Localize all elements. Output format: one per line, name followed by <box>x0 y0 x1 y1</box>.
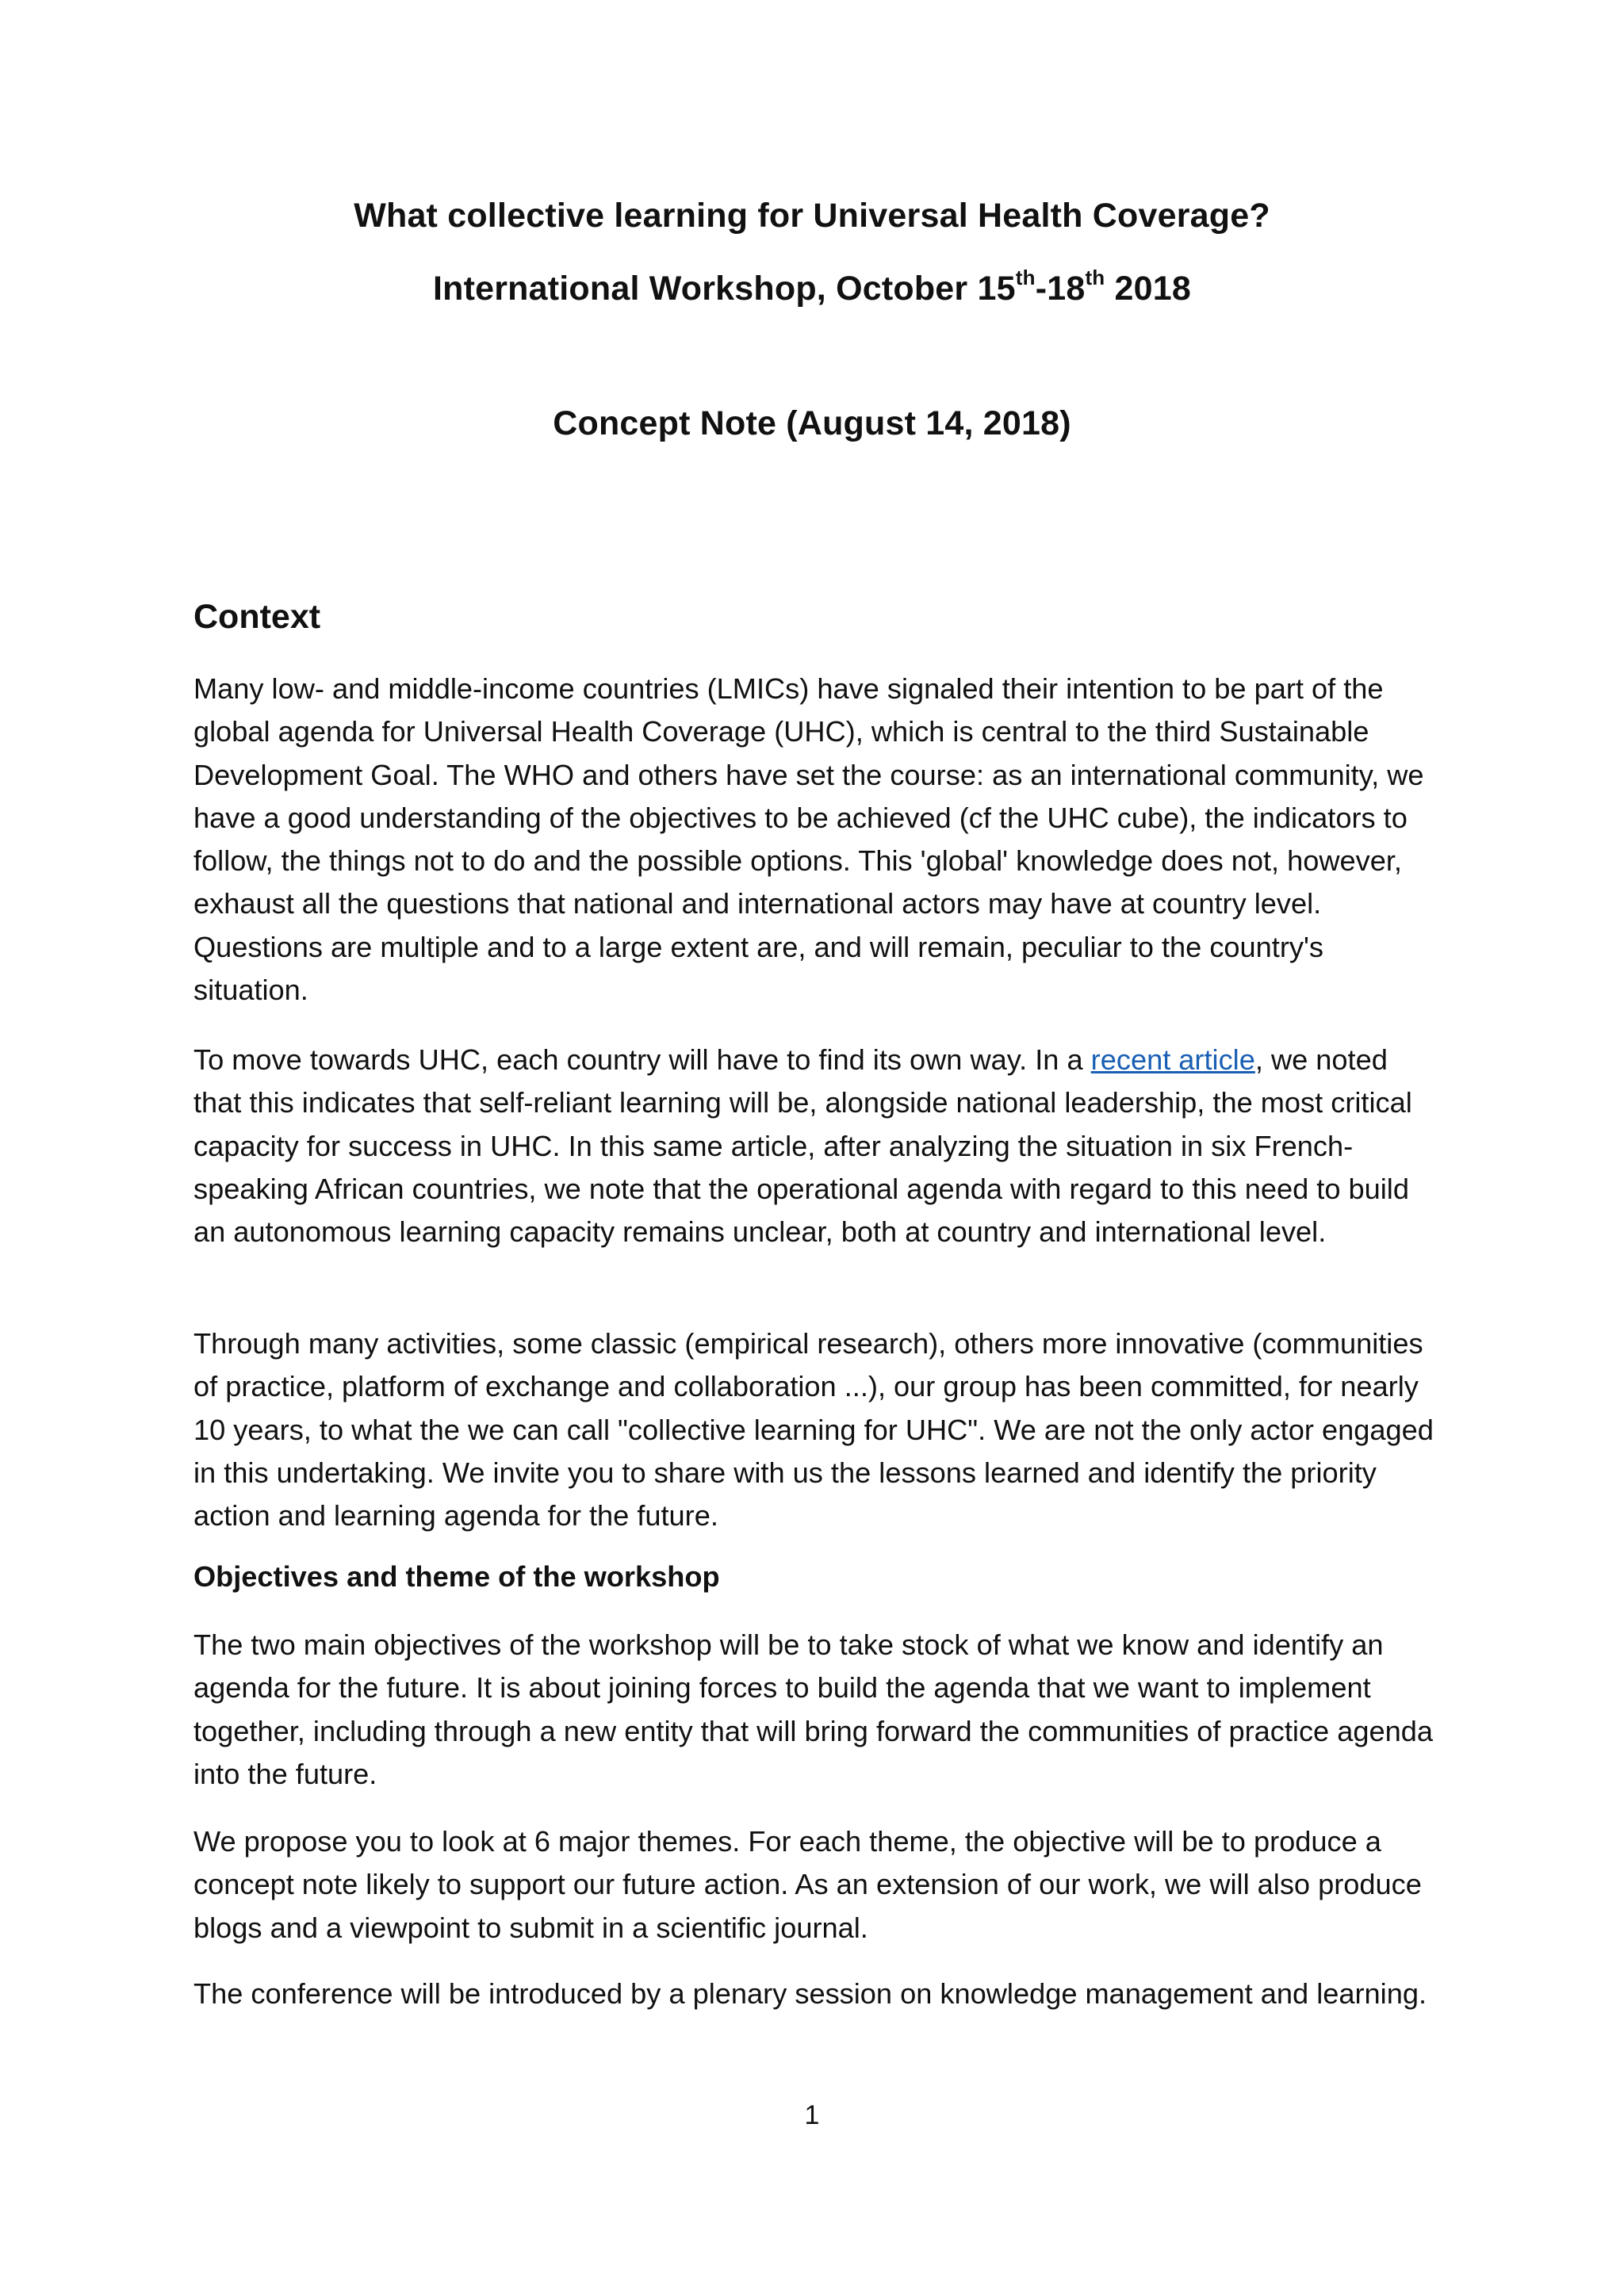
recent-article-link[interactable]: recent article <box>1090 1043 1255 1076</box>
context-paragraph-2-after: , we noted that this indicates that self-reliant learning will be, alongside national leadership, the most critical capacity for success in UHC. In this same article, after analyzing the situation in six French-speaking African countries, we note that the operational agenda with regard to this need to build an autonomous learning capacity remains unclear, both at country and international level. <box>193 1043 1412 1249</box>
context-paragraph-1: Many low- and middle-income countries (LMICs) have signaled their intention to be part of the global agenda for Universal Health Coverage (UHC), which is central to the third Sustainable Development Goal. The WHO and others have set the course: as an international community, we have a good understanding of the objectives to be achieved (cf the UHC cube), the indicators to follow, the things not to do and the possible options. This 'global' knowledge does not, however, exhaust all the questions that national and international actors may have at country level. Questions are multiple and to a large extent are, and will remain, peculiar to the country's situation. <box>193 672 1424 1007</box>
workshop-mid: -18 <box>1035 270 1086 308</box>
workshop-sup-start: th <box>1015 265 1036 289</box>
page-number: 1 <box>804 2100 820 2130</box>
workshop-prefix: International Workshop, October 15 <box>432 270 1016 308</box>
workshop-line <box>0 265 1624 309</box>
context-paragraph-3: Through many activities, some classic (empirical research), others more innovative (communities of practice, platform of exchange and collaboration ...), our group has been committed, for nearly 10 years, to what the we can call "collective learning for UHC". We are not the only actor engaged in this undertaking. We invite you to share with us the lessons learned and identify the priority action and learning agenda for the future. <box>193 1327 1434 1533</box>
document-title: What collective learning for Universal Health Coverage? <box>354 197 1270 235</box>
workshop-year: 2018 <box>1105 270 1191 308</box>
objectives-heading: Objectives and theme of the workshop <box>193 1560 720 1593</box>
context-paragraph-2-before: To move towards UHC, each country will have to find its own way. In a <box>193 1043 1091 1076</box>
objectives-paragraph-1: The two main objectives of the workshop will be to take stock of what we know and identify an agenda for the future. It is about joining forces to build the agenda that we want to implement together, including through a new entity that will bring forward the communities of practice agenda into the future. <box>193 1628 1433 1790</box>
objectives-paragraph-3: The conference will be introduced by a plenary session on knowledge management and learning. <box>193 1977 1427 2010</box>
context-heading: Context <box>193 598 321 636</box>
context-paragraph-2 <box>193 1039 1438 1253</box>
concept-note-title: Concept Note (August 14, 2018) <box>553 404 1071 442</box>
objectives-paragraph-2: We propose you to look at 6 major themes. For each theme, the objective will be to produce a concept note likely to support our future action. As an extension of our work, we will also produce blogs and a viewpoint to submit in a scientific journal. <box>193 1825 1422 1944</box>
workshop-sup-end: th <box>1085 265 1105 289</box>
